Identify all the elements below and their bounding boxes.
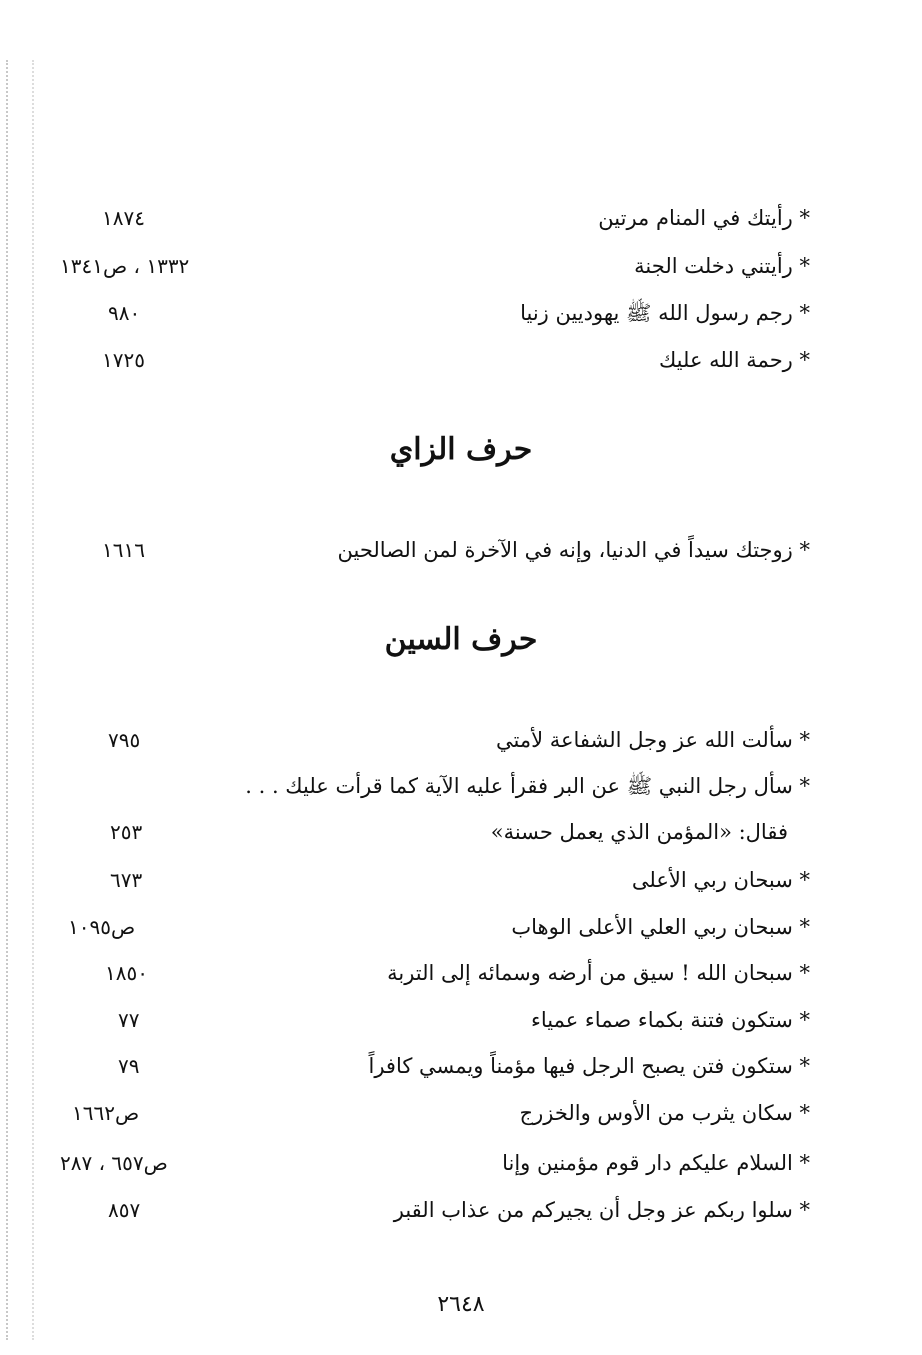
entry-text: * السلام عليكم دار قوم مؤمنين وإنا	[502, 1151, 810, 1175]
index-entry	[60, 953, 810, 993]
entry-reference: ص٦٥٧ ، ٢٨٧	[60, 1151, 168, 1175]
entry-reference: ١٨٥٠	[105, 961, 148, 985]
index-entry	[60, 340, 810, 380]
index-entry	[60, 1000, 810, 1040]
entry-reference: ١٦١٦	[102, 538, 145, 562]
entry-reference: ٩٨٠	[108, 301, 141, 325]
entry-reference: ١٧٢٥	[102, 348, 145, 372]
index-entry	[60, 860, 810, 900]
index-entry	[60, 907, 810, 947]
entry-text: * سأل رجل النبي ﷺ عن البر فقرأ عليه الآية كما قرأت عليك . . .	[245, 774, 810, 798]
entry-reference: ١٣٣٢ ، ص١٣٤١	[60, 254, 190, 278]
page-number: ٢٦٤٨	[437, 1292, 485, 1317]
entry-text: * ستكون فتن يصبح الرجل فيها مؤمناً ويمسي كافراً	[368, 1054, 810, 1078]
index-entry	[60, 1093, 810, 1133]
entry-reference: ص١٦٦٢	[72, 1101, 140, 1125]
index-entry	[60, 293, 810, 333]
entry-reference: ٦٧٣	[110, 868, 143, 892]
index-entry	[60, 530, 810, 570]
index-entry	[60, 766, 810, 806]
entry-text: * رجم رسول الله ﷺ يهوديين زنيا	[520, 301, 810, 325]
entry-text: * رحمة الله عليك	[658, 348, 810, 372]
index-entry	[60, 720, 810, 760]
index-entry	[60, 1143, 810, 1183]
entry-reference: ص١٠٩٥	[68, 915, 136, 939]
index-entry	[60, 198, 810, 238]
section-heading-zay: حرف الزاي	[389, 432, 533, 467]
entry-reference: ٨٥٧	[108, 1198, 141, 1222]
entry-text: * زوجتك سيداً في الدنيا، وإنه في الآخرة لمن الصالحين	[337, 538, 810, 562]
entry-reference: ٧٩٥	[108, 728, 141, 752]
index-entry-continuation	[60, 812, 810, 852]
entry-reference: ٧٩	[118, 1054, 140, 1078]
index-entry	[60, 1046, 810, 1086]
entry-text: فقال: «المؤمن الذي يعمل حسنة»	[490, 820, 788, 844]
index-entry	[60, 246, 810, 286]
scan-margin-left-inner	[32, 60, 52, 1340]
entry-text: * سكان يثرب من الأوس والخزرج	[519, 1101, 810, 1125]
entry-text: * سبحان ربي الأعلى	[631, 868, 810, 892]
entry-text: * سبحان الله ! سيق من أرضه وسمائه إلى التربة	[387, 961, 810, 985]
entry-reference: ٧٧	[118, 1008, 140, 1032]
section-heading-seen: حرف السين	[384, 622, 538, 657]
entry-text: * سبحان ربي العلي الأعلى الوهاب	[511, 915, 810, 939]
entry-reference: ١٨٧٤	[102, 206, 145, 230]
entry-text: * ستكون فتنة بكماء صماء عمياء	[530, 1008, 810, 1032]
entry-text: * سألت الله عز وجل الشفاعة لأمتي	[496, 728, 810, 752]
entry-text: * رأيتك في المنام مرتين	[598, 206, 810, 230]
entry-reference: ٢٥٣	[110, 820, 143, 844]
index-entry	[60, 1190, 810, 1230]
scan-margin-left	[6, 60, 26, 1340]
entry-text: * سلوا ربكم عز وجل أن يجيركم من عذاب القبر	[393, 1198, 810, 1222]
entry-text: * رأيتني دخلت الجنة	[634, 254, 810, 278]
